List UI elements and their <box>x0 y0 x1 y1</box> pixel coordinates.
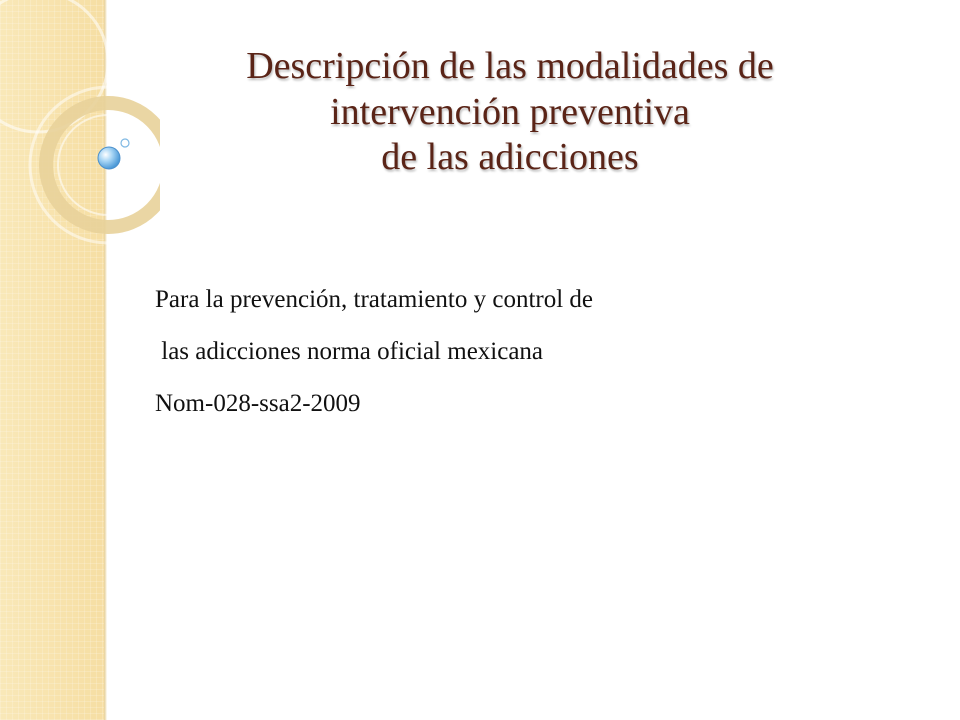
bubble-icon <box>98 147 120 169</box>
slide-body <box>155 274 915 430</box>
body-line: las adicciones norma oficial mexicana <box>155 338 544 365</box>
small-bubble-icon <box>121 139 129 147</box>
title-line: Descripción de las modalidades de <box>246 45 774 87</box>
decorative-arc-icon <box>0 0 160 260</box>
title-line: de las adicciones <box>381 136 639 179</box>
body-line: Para la prevención, tratamiento y control de <box>155 286 594 313</box>
slide-title <box>150 44 870 181</box>
title-line: intervención preventiva <box>330 90 690 133</box>
body-line: Nom-028-ssa2-2009 <box>155 390 361 417</box>
